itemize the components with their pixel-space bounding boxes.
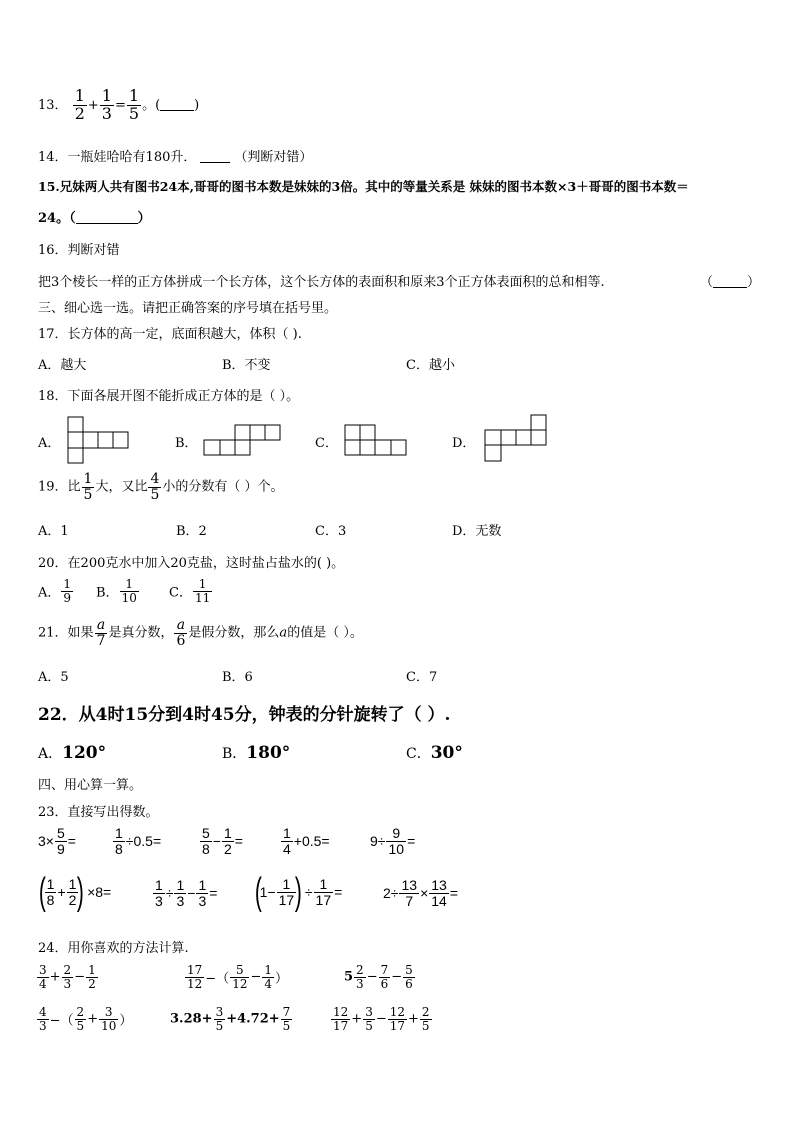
oral-calc-5: 9÷ $\frac{9}{10}$ = [370,825,416,857]
oral-calc-7: $\frac{1}{3}$ ÷ $\frac{1}{3}$ − $\frac{1}{3}$ = [155,877,218,909]
cube-net-a[interactable] [67,416,131,466]
fraction: $\frac{1}{9}$ [63,577,72,605]
calc-6: $\frac{12}{17}$ + $\frac{3}{5}$ − $\frac{12}{17}$ + $\frac{2}{5}$ [333,1005,430,1033]
fraction: $\frac{1}{11}$ [194,577,211,605]
option-a[interactable]: A．5 [38,670,69,685]
section-3-heading: 三、细心选一选。请把正确答案的序号填在括号里。 [38,301,338,316]
answer-blank[interactable] [713,275,747,288]
question-13: 13． $\frac{1}{2}$ + $\frac{1}{3}$ = $\frac{1}{5}$ 。( ) [38,86,200,123]
cube-net-b[interactable] [203,424,283,458]
question-16-answer: （ ） [700,275,761,290]
question-16-body: 把3个棱长一样的正方体拼成一个长方体，这个长方体的表面积和原来3个正方体表面积的总和相等. [38,275,605,290]
question-19-stem: 19．比 $\frac{1}{5}$ 大，又比 $\frac{4}{5}$ 小的分数有（ ）个。 [38,471,284,503]
option-a[interactable]: A．120° [38,743,107,763]
question-18-stem: 18．下面各展开图不能折成正方体的是（ ）。 [38,389,300,404]
oral-calc-4: $\frac{1}{4}$ +0.5= [283,825,330,857]
option-d-label[interactable]: D． [452,436,476,451]
option-b[interactable]: B． $\frac{1}{10}$ [96,577,137,605]
cube-net-c[interactable] [344,424,408,458]
question-15-line2: 24。（ ） [38,211,151,226]
section-4-heading: 四、用心算一算。 [38,778,143,793]
oral-calc-2: $\frac{1}{8}$ ÷0.5= [115,825,162,857]
fraction: $\frac{a}{6}$ [176,617,186,649]
option-c-label[interactable]: C． [315,436,338,451]
question-14: 14．一瓶娃哈哈有180升． （判断对错） [38,150,313,165]
fraction: $\frac{a}{7}$ [96,617,106,649]
option-d[interactable]: D．无数 [452,524,502,539]
oral-calc-3: $\frac{5}{8}$ − $\frac{1}{2}$ = [202,825,243,857]
option-a[interactable]: A．越大 [38,358,87,373]
question-22-stem: 22．从4时15分到4时45分，钟表的分针旋转了（ ）. [38,705,451,725]
question-16-title: 16．判断对错 [38,243,120,258]
cube-net-d[interactable] [484,414,550,464]
question-17-stem: 17．长方体的高一定，底面积越大，体积（ ). [38,327,302,342]
question-15-line1: 15.兄妹两人共有图书24本,哥哥的图书本数是妹妹的3倍。其中的等量关系是 妹妹的图书本数×3＋哥哥的图书本数＝ [38,179,689,194]
oral-calc-1: 3× $\frac{5}{9}$ = [38,825,76,857]
option-b[interactable]: B．180° [222,743,291,763]
calc-5: 3.28+ $\frac{3}{5}$ +4.72+ $\frac{7}{5}$ [170,1005,291,1033]
question-20-stem: 20．在200克水中加入20克盐，这时盐占盐水的( )。 [38,556,345,571]
option-b[interactable]: B．不变 [222,358,271,373]
option-a-label[interactable]: A． [38,436,61,451]
fraction: $\frac{1}{2}$ [74,86,85,123]
option-a[interactable]: A．1 [38,524,69,539]
option-c[interactable]: C． $\frac{1}{11}$ [169,577,211,605]
option-b[interactable]: B．6 [222,670,253,685]
calc-3: 5 $\frac{2}{3}$ − $\frac{7}{6}$ − $\frac{5}{6}$ [344,963,413,991]
option-c[interactable]: C．3 [315,524,347,539]
question-23-title: 23．直接写出得数。 [38,805,159,820]
calc-1: $\frac{3}{4}$ + $\frac{2}{3}$ − $\frac{1}{2}$ [39,963,96,991]
question-number: 13． [38,97,68,113]
option-c[interactable]: C．30° [406,743,463,763]
option-b[interactable]: B．2 [176,524,207,539]
calc-4: $\frac{4}{3}$ −（ $\frac{2}{5}$ + $\frac{3}{10}$ ） [39,1005,133,1033]
option-b-label[interactable]: B． [175,436,198,451]
oral-calc-9: 2÷ $\frac{13}{7}$ × $\frac{13}{14}$ = [383,877,459,909]
oral-calc-6: ( $\frac{1}{8}$ + $\frac{1}{2}$ ) ×8= [38,871,112,913]
question-21-stem: 21．如果 $\frac{a}{7}$ 是真分数， $\frac{a}{6}$ 是假分数，那么a的值是（ ）。 [38,617,363,649]
fraction: $\frac{1}{5}$ [83,471,93,503]
oral-calc-8: (1− $\frac{1}{17}$ ) ÷ $\frac{1}{17}$ = [254,871,343,913]
answer-blank[interactable] [160,98,194,111]
question-24-title: 24．用你喜欢的方法计算. [38,941,189,956]
option-c[interactable]: C．7 [406,670,438,685]
option-a[interactable]: A． $\frac{1}{9}$ [38,577,72,605]
fraction: $\frac{1}{10}$ [121,577,137,605]
option-c[interactable]: C．越小 [406,358,455,373]
calc-2: $\frac{17}{12}$ −（ $\frac{5}{12}$ − $\frac{1}{4}$ ） [187,963,289,991]
fraction: $\frac{4}{5}$ [150,471,160,503]
answer-blank[interactable] [200,150,230,163]
fraction: $\frac{1}{5}$ [128,86,140,123]
fraction: $\frac{1}{3}$ [101,86,112,123]
answer-blank[interactable] [76,211,138,224]
